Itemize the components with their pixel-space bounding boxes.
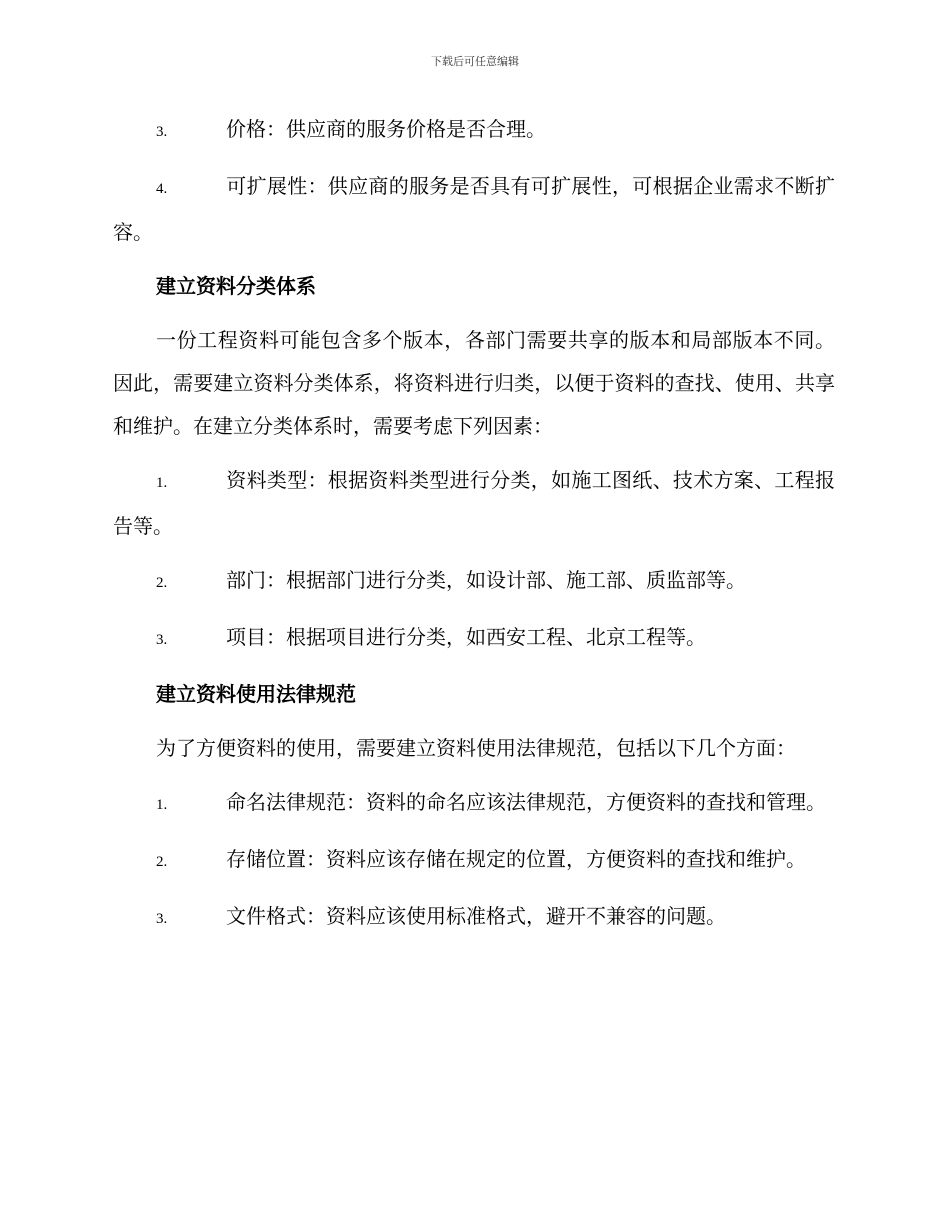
list-item-text: 项目：根据项目进行分类，如西安工程、北京工程等。 — [226, 625, 706, 649]
list-item-number: 4. — [156, 181, 168, 197]
list-item-text: 可扩展性：供应商的服务是否具有可扩展性，可根据企业需求不断扩容。 — [113, 174, 835, 244]
list-item-number: 2. — [156, 575, 168, 591]
list-item — [113, 781, 835, 827]
list-item-number: 1. — [156, 475, 168, 491]
list-item-number: 3. — [156, 124, 168, 140]
section-heading-rules: 建立资料使用法律规范 — [156, 682, 356, 706]
list-item-text: 存储位置：资料应该存储在规定的位置，方便资料的查找和维护。 — [226, 847, 806, 871]
section-heading-classification: 建立资料分类体系 — [156, 274, 316, 298]
list-item — [113, 838, 835, 884]
list-item-text: 资料类型：根据资料类型进行分类，如施工图纸、技术方案、工程报告等。 — [113, 468, 835, 538]
list-item-text: 文件格式：资料应该使用标准格式，避开不兼容的问题。 — [226, 904, 726, 928]
list-item — [113, 895, 835, 941]
list-item-text: 部门：根据部门进行分类，如设计部、施工部、质监部等。 — [226, 568, 746, 592]
list-item-number: 2. — [156, 854, 168, 870]
document-body — [113, 108, 835, 952]
header-note: 下载后可任意编辑 — [431, 55, 519, 68]
list-item — [113, 616, 835, 662]
list-item-text: 价格：供应商的服务价格是否合理。 — [226, 117, 546, 141]
section-intro-rules: 为了方便资料的使用，需要建立资料使用法律规范，包括以下几个方面： — [156, 736, 796, 760]
list-item — [113, 559, 835, 605]
list-item-text: 命名法律规范：资料的命名应该法律规范，方便资料的查找和管理。 — [226, 790, 826, 814]
list-item-number: 3. — [156, 911, 168, 927]
list-item — [113, 108, 835, 154]
section-intro-classification: 一份工程资料可能包含多个版本，各部门需要共享的版本和局部版本不同。因此，需要建立资料分类体系，将资料进行归类，以便于资料的查找、使用、共享和维护。在建立分类体系时，需要考虑下列因素： — [113, 328, 835, 438]
list-item-number: 3. — [156, 632, 168, 648]
list-item — [113, 165, 835, 254]
list-item-number: 1. — [156, 797, 168, 813]
list-item — [113, 459, 835, 548]
